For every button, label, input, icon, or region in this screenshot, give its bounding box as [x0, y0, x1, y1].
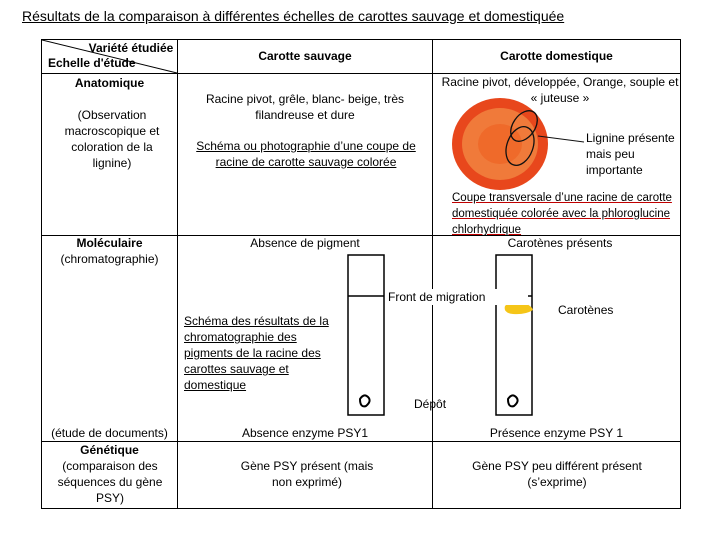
moleculaire-method: (chromatographie)	[60, 252, 159, 266]
corner-variety-label: Variété étudiée	[88, 41, 174, 55]
wild-pigment-result: Absence de pigment	[250, 236, 360, 250]
lignine-label: Lignine présente mais peu importante	[586, 131, 675, 177]
corner-scale-label: Echelle d'étude	[48, 56, 136, 70]
wild-anatomy-description: Racine pivot, grêle, blanc- beige, très filandreuse et dure	[205, 92, 405, 122]
column-header-domestic: Carotte domestique	[500, 49, 613, 63]
carrot-cross-section-photo	[448, 98, 588, 198]
chromatography-schema-caption: Schéma des résultats de la chromatographie des pigments de la racine des carottes sauvage et domestique	[184, 314, 329, 392]
wild-enzyme-result: Absence enzyme PSY1	[241, 426, 369, 440]
row-label-genetique: Génétique	[80, 443, 139, 457]
deposit-label: Dépôt	[414, 397, 447, 411]
row-label-moleculaire: Moléculaire	[76, 236, 143, 250]
domestic-pigment-result: Carotènes présents	[507, 236, 613, 250]
documents-method: (étude de documents)	[51, 426, 168, 440]
row-label-anatomique: Anatomique	[74, 76, 145, 90]
domestic-chromatography-strip	[496, 255, 532, 415]
genetique-method: (comparaison des séquences du gène PSY)	[57, 459, 163, 505]
chromatography-schema	[342, 254, 622, 424]
migration-front-label: Front de migration	[388, 289, 528, 305]
wild-anatomy-schema-caption: Schéma ou photographie d’une coupe de racine de carotte sauvage colorée	[196, 139, 416, 169]
domestic-enzyme-result: Présence enzyme PSY 1	[489, 426, 624, 440]
wild-chromatography-strip	[348, 255, 384, 415]
domestic-anatomy-description: Racine pivot, développée, Orange, souple et « juteuse »	[441, 75, 679, 105]
wild-gene-result: Gène PSY présent (mais non exprimé)	[240, 459, 374, 489]
carrot-photo-caption: Coupe transversale d’une racine de carotte domestiquée colorée avec la phloroglucine chlorhydrique	[452, 192, 672, 236]
anatomique-method: (Observation macroscopique et coloration de la lignine)	[64, 108, 160, 170]
comparison-table	[41, 39, 681, 509]
domestic-gene-result: Gène PSY peu différent présent (s’exprime)	[472, 459, 642, 489]
page-title: Résultats de la comparaison à différentes échelles de carottes sauvage et domestiquée	[22, 8, 565, 24]
carotenes-label: Carotènes	[558, 303, 614, 317]
column-header-wild: Carotte sauvage	[258, 49, 352, 63]
